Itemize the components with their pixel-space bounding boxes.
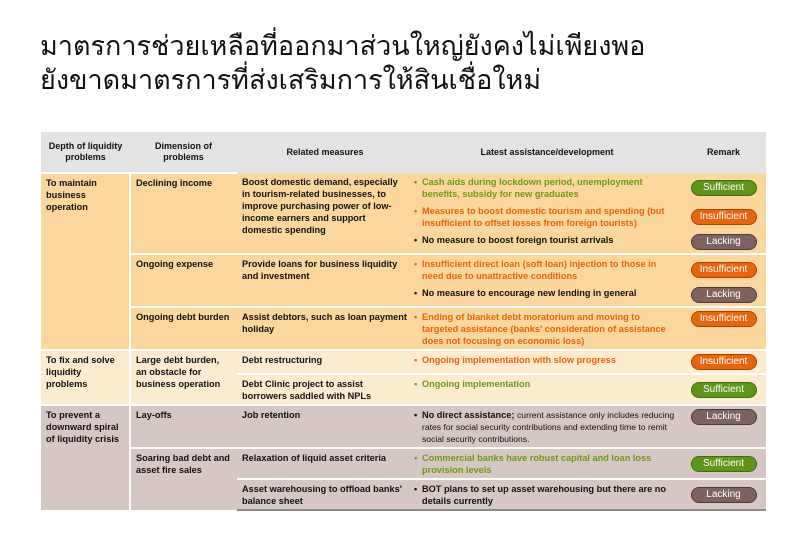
latest-text: BOT plans to set up asset warehousing but there are no details currently [422,484,667,506]
bullet-icon: • [414,206,418,216]
bullet-icon: • [414,379,418,389]
header-dimension: Dimension of problems [130,132,237,173]
bullet-icon: • [414,312,418,322]
remark-cell [681,284,766,307]
slide-title-line-2: ยังขาดมาตรการที่ส่งเสริมการให้สินเชื่อใหม่ [40,65,542,96]
header-depth: Depth of liquidity problems [41,132,130,173]
measure-cell: Provide loans for business liquidity and investment [237,254,413,307]
slide-title-line-1: มาตรการช่วยเหลือที่ออกมาส่วนใหญ่ยังคงไม่เพียงพอ [40,31,646,62]
latest-cell [413,350,681,374]
latest-text: No direct assistance; [422,410,515,420]
measure-cell: Assist debtors, such as loan payment holiday [237,307,413,350]
status-badge: Insufficient [691,209,757,225]
bullet-icon: • [414,235,418,245]
dimension-lay-offs: Lay-offs [130,405,237,448]
latest-text: Ongoing implementation with slow progress [422,355,616,365]
latest-cell [413,307,681,350]
table-row [41,350,766,374]
latest-text: Ending of blanket debt moratorium and moving to targeted assistance (banks' consideration of assistance does not focusing on economic loss) [422,312,666,346]
status-badge: Lacking [691,487,757,503]
measure-cell: Job retention [237,405,413,448]
latest-cell [413,479,681,510]
bullet-icon: • [414,410,418,420]
bullet-icon: • [414,288,418,298]
table-row [41,405,766,448]
liquidity-measures-table [41,132,766,511]
dimension-ongoing-expense: Ongoing expense [130,254,237,307]
bullet-icon: • [414,355,418,365]
latest-cell [413,173,681,202]
remark-cell [681,202,766,231]
remark-cell [681,350,766,374]
header-remark: Remark [681,132,766,173]
remark-cell [681,254,766,284]
remark-cell [681,231,766,254]
measure-cell: Boost domestic demand, especially in tourism-related businesses, to improve purchasing power of low-income earners and support domestic spending [237,173,413,254]
table-row [41,307,766,350]
latest-text: Measures to boost domestic tourism and spending (but insufficient to offset losses from foreign tourists) [422,206,665,228]
latest-text: Ongoing implementation [422,379,531,389]
status-badge: Lacking [691,287,757,303]
status-badge: Lacking [691,234,757,250]
header-latest: Latest assistance/development [413,132,681,173]
depth-prevent-spiral: To prevent a downward spiral of liquidity crisis [41,405,130,510]
bullet-icon: • [414,453,418,463]
latest-text: Commercial banks have robust capital and loan loss provision levels [422,453,652,475]
bullet-icon: • [414,259,418,269]
remark-cell [681,374,766,405]
status-badge: Insufficient [691,354,757,370]
latest-text: No measure to boost foreign tourist arrivals [422,235,614,245]
table-row [41,173,766,202]
remark-cell [681,448,766,479]
slide-title [40,30,780,98]
status-badge: Insufficient [691,311,757,327]
remark-cell [681,405,766,448]
table-row [41,448,766,479]
dimension-large-debt: Large debt burden, an obstacle for business operation [130,350,237,405]
table-row [41,254,766,284]
latest-cell [413,231,681,254]
latest-cell [413,202,681,231]
remark-cell [681,479,766,510]
header-measures: Related measures [237,132,413,173]
table-header-row [41,132,766,173]
status-badge: Sufficient [691,456,757,472]
depth-fix-liquidity: To fix and solve liquidity problems [41,350,130,405]
status-badge: Insufficient [691,262,757,278]
latest-cell [413,284,681,307]
status-badge: Lacking [691,409,757,425]
latest-cell [413,254,681,284]
latest-cell [413,374,681,405]
remark-cell [681,173,766,202]
latest-text: Insufficient direct loan (soft loan) injection to those in need due to unattractive conditions [422,259,657,281]
dimension-ongoing-debt: Ongoing debt burden [130,307,237,350]
measure-cell: Debt restructuring [237,350,413,374]
latest-text: Cash aids during lockdown period, unemployment benefits, subsidy for new graduates [422,177,643,199]
latest-cell [413,405,681,448]
status-badge: Sufficient [691,180,757,196]
measure-cell: Debt Clinic project to assist borrowers saddled with NPLs [237,374,413,405]
bullet-icon: • [414,177,418,187]
latest-cell [413,448,681,479]
remark-cell [681,307,766,350]
measure-cell: Asset warehousing to offload banks' balance sheet [237,479,413,510]
dimension-declining-income: Declining income [130,173,237,254]
bullet-icon: • [414,484,418,494]
status-badge: Sufficient [691,382,757,398]
measure-cell: Relaxation of liquid asset criteria [237,448,413,479]
latest-detail-text: current assistance only includes reducing rates for social security contributions and extending time to remit social security contributions. [422,410,675,444]
dimension-bad-debt: Soaring bad debt and asset fire sales [130,448,237,510]
latest-text: No measure to encourage new lending in general [422,288,637,298]
depth-maintain-operation: To maintain business operation [41,173,130,350]
